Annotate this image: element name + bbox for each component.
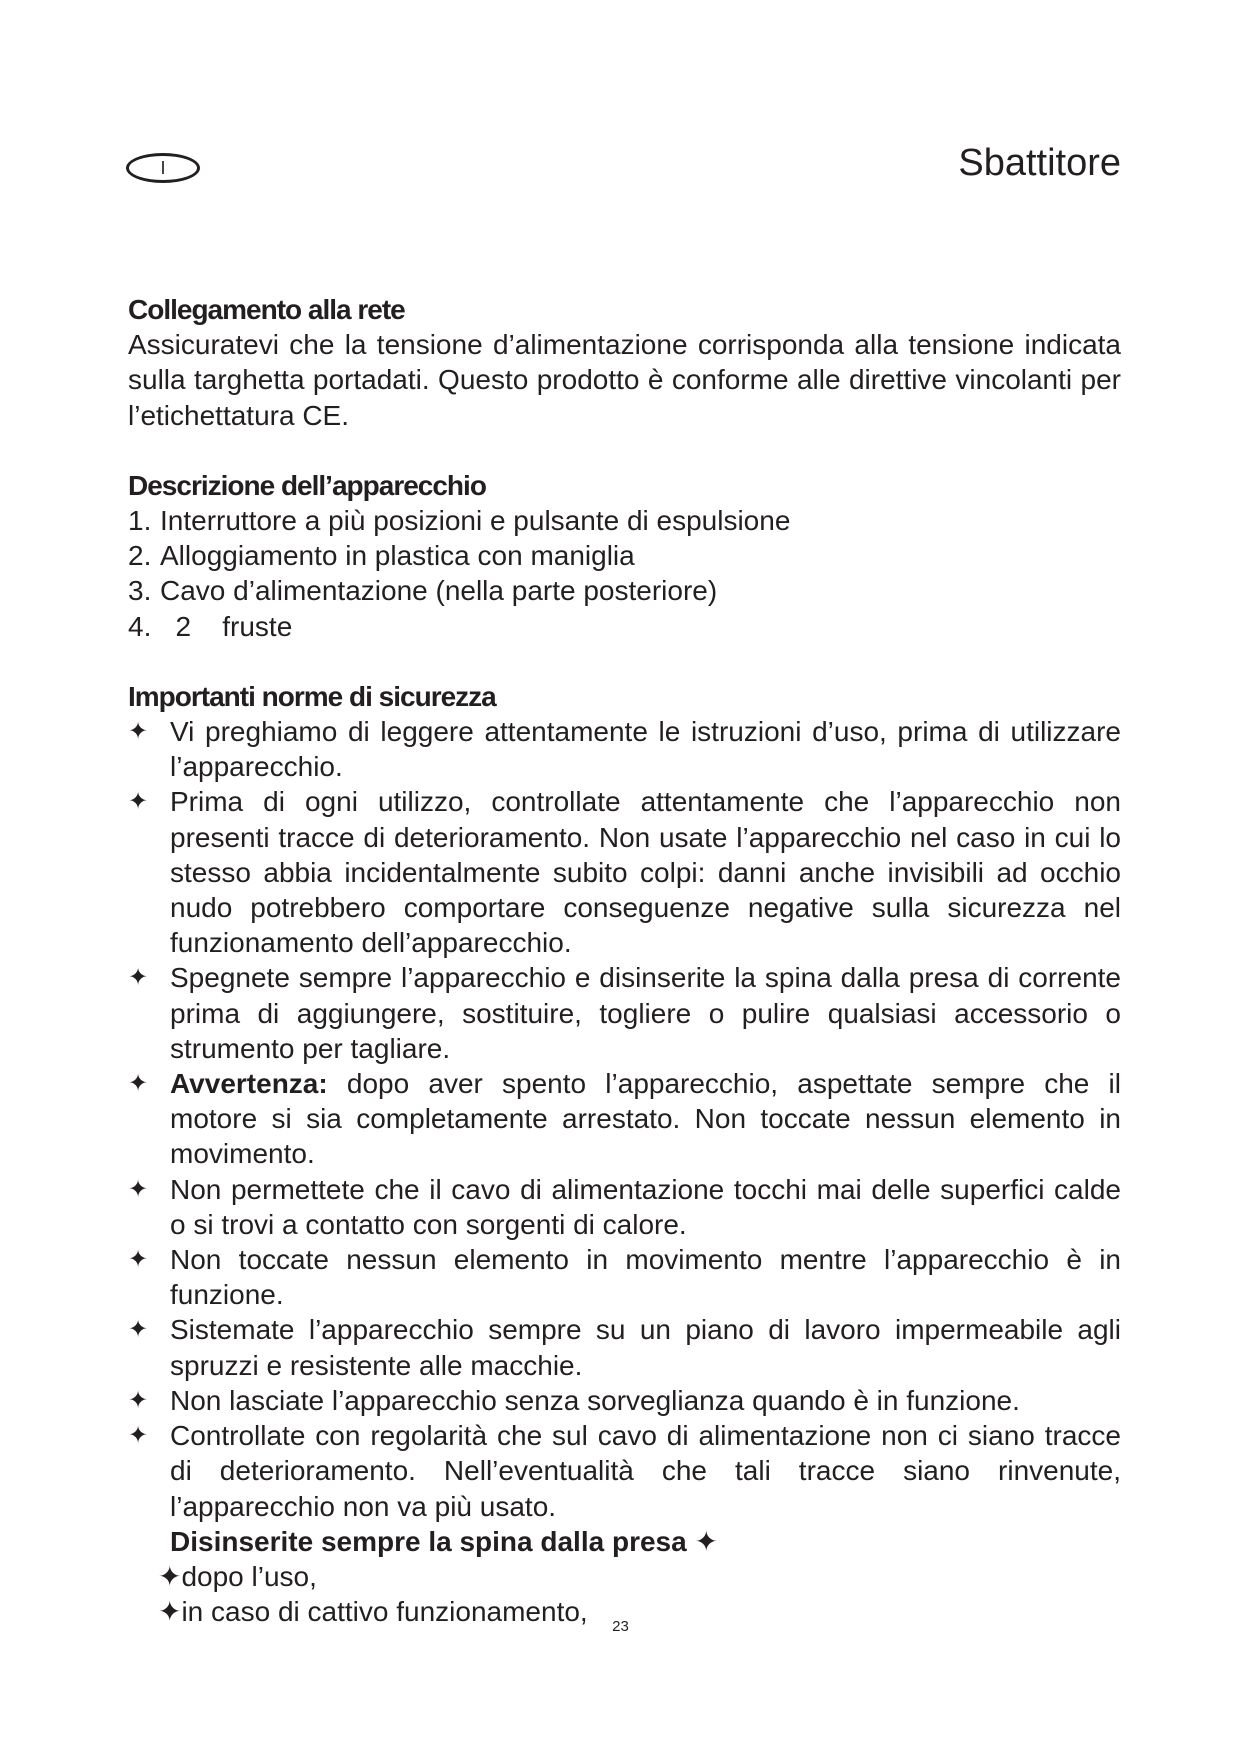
safety-list — [128, 714, 1121, 1524]
item-number: 1. — [128, 505, 152, 537]
list-item — [128, 784, 1121, 960]
item-text: Non permettete che il cavo di alimentazione tocchi mai delle superfici calde o si trovi a contatto con sorgenti di calore. — [170, 1173, 1121, 1240]
item-text: Cavo d’alimentazione (nella parte posteriore) — [160, 575, 718, 607]
item-number: 4. — [128, 610, 152, 642]
warning-text: dopo aver spento l’apparecchio, aspettate sempre che il motore si sia completamente arrestato. Non toccate nessun elemento in movimento. — [170, 1068, 1121, 1170]
page-title: Sbattitore — [958, 142, 1121, 184]
item-text: Interruttore a più posizioni e pulsante di espulsione — [160, 505, 791, 537]
section-network-connection — [128, 292, 1121, 433]
unplug-item: ✦in caso di cattivo funzionamento, — [158, 1596, 588, 1628]
section-paragraph: Assicuratevi che la tensione d’alimentazione corrisponda alla tensione indicata sulla targhetta portadati. Questo prodotto è conforme alle direttive vincolanti per l’etichettatura CE. — [128, 329, 1121, 431]
warning-label: Avvertenza: — [170, 1068, 328, 1100]
star-bullet-icon: ✦ — [128, 1175, 149, 1203]
star-bullet-icon: ✦ — [128, 1386, 149, 1414]
section-heading: Descrizione dell’apparecchio — [128, 469, 486, 501]
unplug-heading: Disinserite sempre la spina dalla presa ✦ — [170, 1525, 718, 1557]
list-item — [128, 1312, 1121, 1382]
star-bullet-icon: ✦ — [128, 788, 149, 816]
language-badge — [126, 153, 200, 183]
parts-list — [128, 503, 1121, 644]
star-bullet-icon: ✦ — [128, 964, 149, 992]
item-text: Spegnete sempre l’apparecchio e disinserite la spina dalla presa di corrente prima di aggiungere, sostituire, togliere o pulire qualsiasi accessorio o strumento per tagliare. — [170, 962, 1121, 1064]
list-item — [128, 1066, 1121, 1172]
list-item — [128, 503, 1121, 538]
unplug-item: ✦dopo l’uso, — [158, 1560, 317, 1592]
item-text: Alloggiamento in plastica con maniglia — [160, 540, 635, 572]
item-text: Non toccate nessun elemento in movimento mentre l’apparecchio è in funzione. — [170, 1244, 1121, 1311]
section-heading: Importanti norme di sicurezza — [128, 680, 496, 712]
star-bullet-icon: ✦ — [128, 718, 149, 746]
item-text: Non lasciate l’apparecchio senza sorveglianza quando è in funzione. — [170, 1384, 1020, 1416]
list-item — [128, 1383, 1121, 1418]
list-item — [128, 1242, 1121, 1312]
item-text — [170, 1066, 1121, 1172]
item-number: 2. — [128, 540, 152, 572]
item-text: Controllate con regolarità che sul cavo di alimentazione non ci siano tracce di deterioramento. Nell’eventualità che tali tracce siano rinvenute, l’apparecchio non va più usato. — [170, 1420, 1121, 1522]
star-bullet-icon: ✦ — [128, 1316, 149, 1344]
item-text: Prima di ogni utilizzo, controllate attentamente che l’apparecchio non presenti tracce di deterioramento. Non usate l’apparecchio nel caso in cui lo stesso abbia incidentalmente subito colpi: danni anche invisibili ad occhio nudo potrebbero comportare conseguenze negative sulla sicurezza nel funzionamento dell’apparecchio. — [170, 786, 1121, 959]
section-device-description — [128, 468, 1121, 644]
section-safety-rules — [128, 679, 1121, 1629]
section-heading: Collegamento alla rete — [128, 294, 405, 325]
list-item — [128, 960, 1121, 1066]
list-item — [128, 714, 1121, 784]
star-bullet-icon: ✦ — [128, 1422, 149, 1450]
item-text: Sistemate l’apparecchio sempre su un piano di lavoro impermeabile agli spruzzi e resistente alle macchie. — [170, 1314, 1121, 1381]
list-item — [128, 573, 1121, 608]
item-number: 3. — [128, 575, 152, 607]
star-bullet-icon: ✦ — [128, 1070, 149, 1098]
item-text: 2 fruste — [160, 610, 293, 642]
page-content — [128, 292, 1121, 1629]
star-bullet-icon: ✦ — [128, 1246, 149, 1274]
list-item — [128, 538, 1121, 573]
list-item — [128, 1418, 1121, 1524]
page-number: 23 — [612, 1618, 629, 1635]
list-item — [128, 609, 1121, 644]
language-badge-label: I — [160, 157, 166, 178]
item-text: Vi preghiamo di leggere attentamente le istruzioni d’uso, prima di utilizzare l’apparecchio. — [170, 716, 1121, 783]
list-item — [128, 1172, 1121, 1242]
